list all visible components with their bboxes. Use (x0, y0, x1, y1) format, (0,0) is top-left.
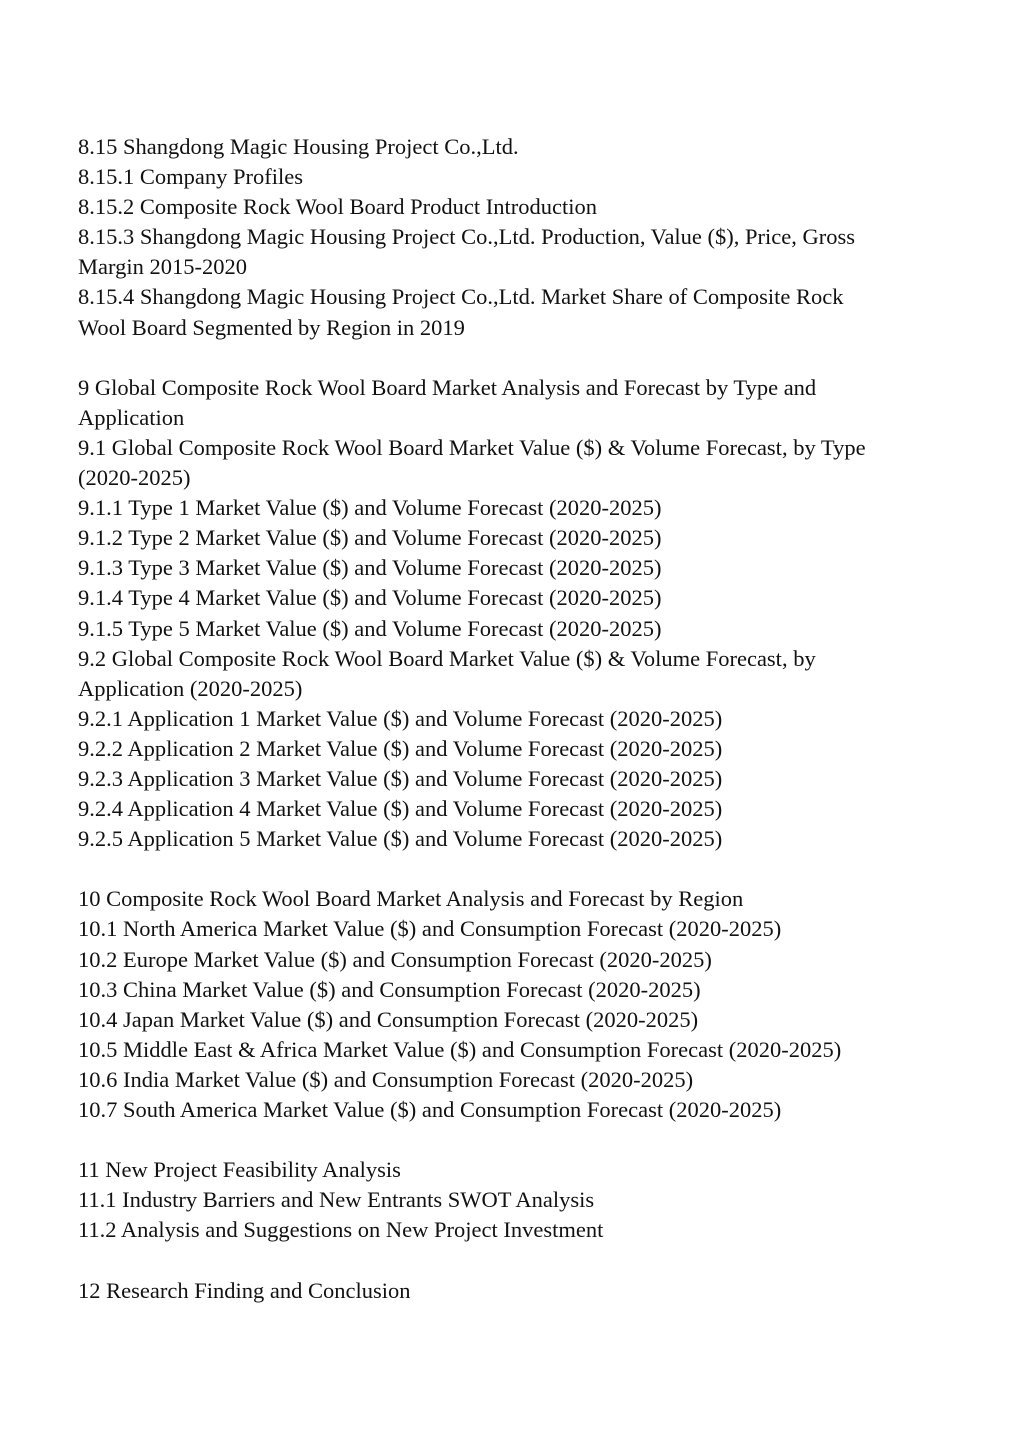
document-page (78, 132, 948, 1306)
toc-section-9 (78, 373, 948, 855)
toc-item: 8.15.1 Company Profiles (78, 164, 303, 190)
section-spacer (78, 1245, 948, 1275)
toc-section-10 (78, 884, 948, 1125)
toc-item: 9.2.2 Application 2 Market Value ($) and Volume Forecast (2020-2025) (78, 735, 723, 761)
toc-item: 10.6 India Market Value ($) and Consumption Forecast (2020-2025) (78, 1066, 694, 1092)
section-spacer (78, 854, 948, 884)
toc-item: 8.15.4 Shangdong Magic Housing Project Co.,Ltd. Market Share of Composite Rock (78, 284, 844, 310)
section-spacer (78, 343, 948, 373)
toc-item: 9.2.1 Application 1 Market Value ($) and Volume Forecast (2020-2025) (78, 705, 723, 731)
toc-item-continuation: (2020-2025) (78, 465, 191, 491)
toc-item: 10.3 China Market Value ($) and Consumption Forecast (2020-2025) (78, 976, 701, 1002)
toc-heading: 9 Global Composite Rock Wool Board Market Analysis and Forecast by Type and (78, 374, 817, 400)
toc-item: 9.2 Global Composite Rock Wool Board Market Value ($) & Volume Forecast, by (78, 645, 816, 671)
toc-item: 11.2 Analysis and Suggestions on New Project Investment (78, 1217, 604, 1243)
toc-heading: 11 New Project Feasibility Analysis (78, 1157, 401, 1183)
toc-item: 9.2.5 Application 5 Market Value ($) and Volume Forecast (2020-2025) (78, 826, 723, 852)
toc-item: 9.2.4 Application 4 Market Value ($) and Volume Forecast (2020-2025) (78, 796, 723, 822)
toc-item: 8.15.2 Composite Rock Wool Board Product Introduction (78, 194, 597, 220)
toc-item-continuation: Application (2020-2025) (78, 675, 303, 701)
toc-section-11 (78, 1155, 948, 1245)
toc-item: 9.1.4 Type 4 Market Value ($) and Volume Forecast (2020-2025) (78, 585, 662, 611)
section-spacer (78, 1125, 948, 1155)
toc-item: 10.2 Europe Market Value ($) and Consumption Forecast (2020-2025) (78, 946, 712, 972)
toc-item: 9.1 Global Composite Rock Wool Board Market Value ($) & Volume Forecast, by Type (78, 434, 866, 460)
toc-heading: 10 Composite Rock Wool Board Market Analysis and Forecast by Region (78, 886, 744, 912)
toc-item: 9.1.5 Type 5 Market Value ($) and Volume Forecast (2020-2025) (78, 615, 662, 641)
toc-heading: 8.15 Shangdong Magic Housing Project Co.,Ltd. (78, 134, 519, 159)
toc-section-12 (78, 1276, 948, 1306)
toc-item-continuation: Margin 2015-2020 (78, 254, 247, 280)
toc-item: 8.15.3 Shangdong Magic Housing Project Co.,Ltd. Production, Value ($), Price, Gross (78, 224, 856, 250)
toc-item: 9.1.1 Type 1 Market Value ($) and Volume Forecast (2020-2025) (78, 495, 662, 521)
toc-heading-continuation: Application (78, 404, 185, 430)
toc-item: 11.1 Industry Barriers and New Entrants SWOT Analysis (78, 1187, 595, 1213)
toc-item: 9.2.3 Application 3 Market Value ($) and Volume Forecast (2020-2025) (78, 765, 723, 791)
toc-item: 9.1.2 Type 2 Market Value ($) and Volume Forecast (2020-2025) (78, 525, 662, 551)
toc-heading: 12 Research Finding and Conclusion (78, 1277, 411, 1303)
toc-item: 9.1.3 Type 3 Market Value ($) and Volume Forecast (2020-2025) (78, 555, 662, 581)
toc-item: 10.7 South America Market Value ($) and Consumption Forecast (2020-2025) (78, 1097, 782, 1122)
toc-item: 10.5 Middle East & Africa Market Value ($) and Consumption Forecast (2020-2025) (78, 1036, 842, 1062)
toc-section-8-15 (78, 132, 948, 343)
toc-item: 10.1 North America Market Value ($) and Consumption Forecast (2020-2025) (78, 916, 782, 942)
toc-item-continuation: Wool Board Segmented by Region in 2019 (78, 314, 465, 340)
toc-item: 10.4 Japan Market Value ($) and Consumption Forecast (2020-2025) (78, 1006, 699, 1032)
